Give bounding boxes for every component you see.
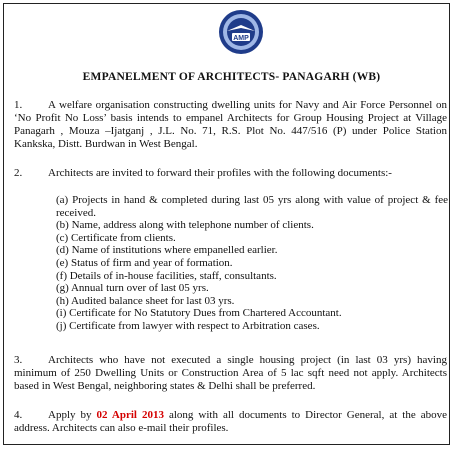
paragraph-text-after-date: along with all documents to Director General, at the above address. Architects can also e-mail their profiles. bbox=[14, 409, 447, 434]
paragraph-2 bbox=[14, 167, 447, 180]
notice-border bbox=[3, 3, 450, 445]
list-item: (i) Certificate for No Statutory Dues from Chartered Accountant. bbox=[56, 307, 342, 320]
list-item: (h) Audited balance sheet for last 03 yrs. bbox=[56, 294, 235, 307]
list-item: (d) Name of institutions where empanelled earlier. bbox=[56, 244, 278, 257]
paragraph-text: Architects are invited to forward their profiles with the following documents:- bbox=[48, 167, 392, 179]
paragraph-number: 4. bbox=[14, 409, 23, 421]
paragraph-text-before-date: Apply by bbox=[48, 409, 92, 421]
deadline-date: 02 April 2013 bbox=[96, 409, 164, 421]
paragraph-4 bbox=[14, 409, 447, 435]
page-title: EMPANELMENT OF ARCHITECTS- PANAGARH (WB) bbox=[82, 71, 381, 83]
list-item: (e) Status of firm and year of formation. bbox=[56, 256, 233, 269]
paragraph-number: 2. bbox=[14, 167, 23, 179]
list-item: (g) Annual turn over of last 05 yrs. bbox=[56, 282, 209, 295]
emblem-logo-icon bbox=[218, 9, 264, 55]
emblem-logo-text: AMP bbox=[233, 35, 249, 42]
paragraph-3 bbox=[14, 354, 447, 393]
paragraph-text: Architects who have not executed a single housing project (in last 03 yrs) having minimum of 250 Dwelling Units or Construction Area of 5 lac sqft need not apply. Architects based in West Bengal, neighboring states & Delhi shall be preferred. bbox=[14, 354, 447, 392]
list-item: (f) Details of in-house facilities, staff, consultants. bbox=[56, 269, 277, 282]
list-item: (a) Projects in hand & completed during last 05 yrs along with value of project & fee received. bbox=[56, 194, 448, 219]
documents-list bbox=[56, 194, 448, 333]
list-item: (c) Certificate from clients. bbox=[56, 231, 176, 244]
paragraph-text: A welfare organisation constructing dwelling units for Navy and Air Force Personnel on ‘No Profit No Loss’ basis intends to empanel Architects for Group Housing Project at Village Panagarh , Mouza –Ijatganj , J.L. No. 71, R.S. Plot No. 447/516 (P) under Police Station Kankska, Distt. Burdwan in West Bengal. bbox=[14, 99, 447, 150]
list-item: (j) Certificate from lawyer with respect to Arbitration cases. bbox=[56, 319, 320, 332]
paragraph-1 bbox=[14, 99, 447, 151]
list-item: (b) Name, address along with telephone number of clients. bbox=[56, 219, 314, 232]
paragraph-number: 3. bbox=[14, 354, 23, 366]
paragraph-number: 1. bbox=[14, 99, 23, 111]
